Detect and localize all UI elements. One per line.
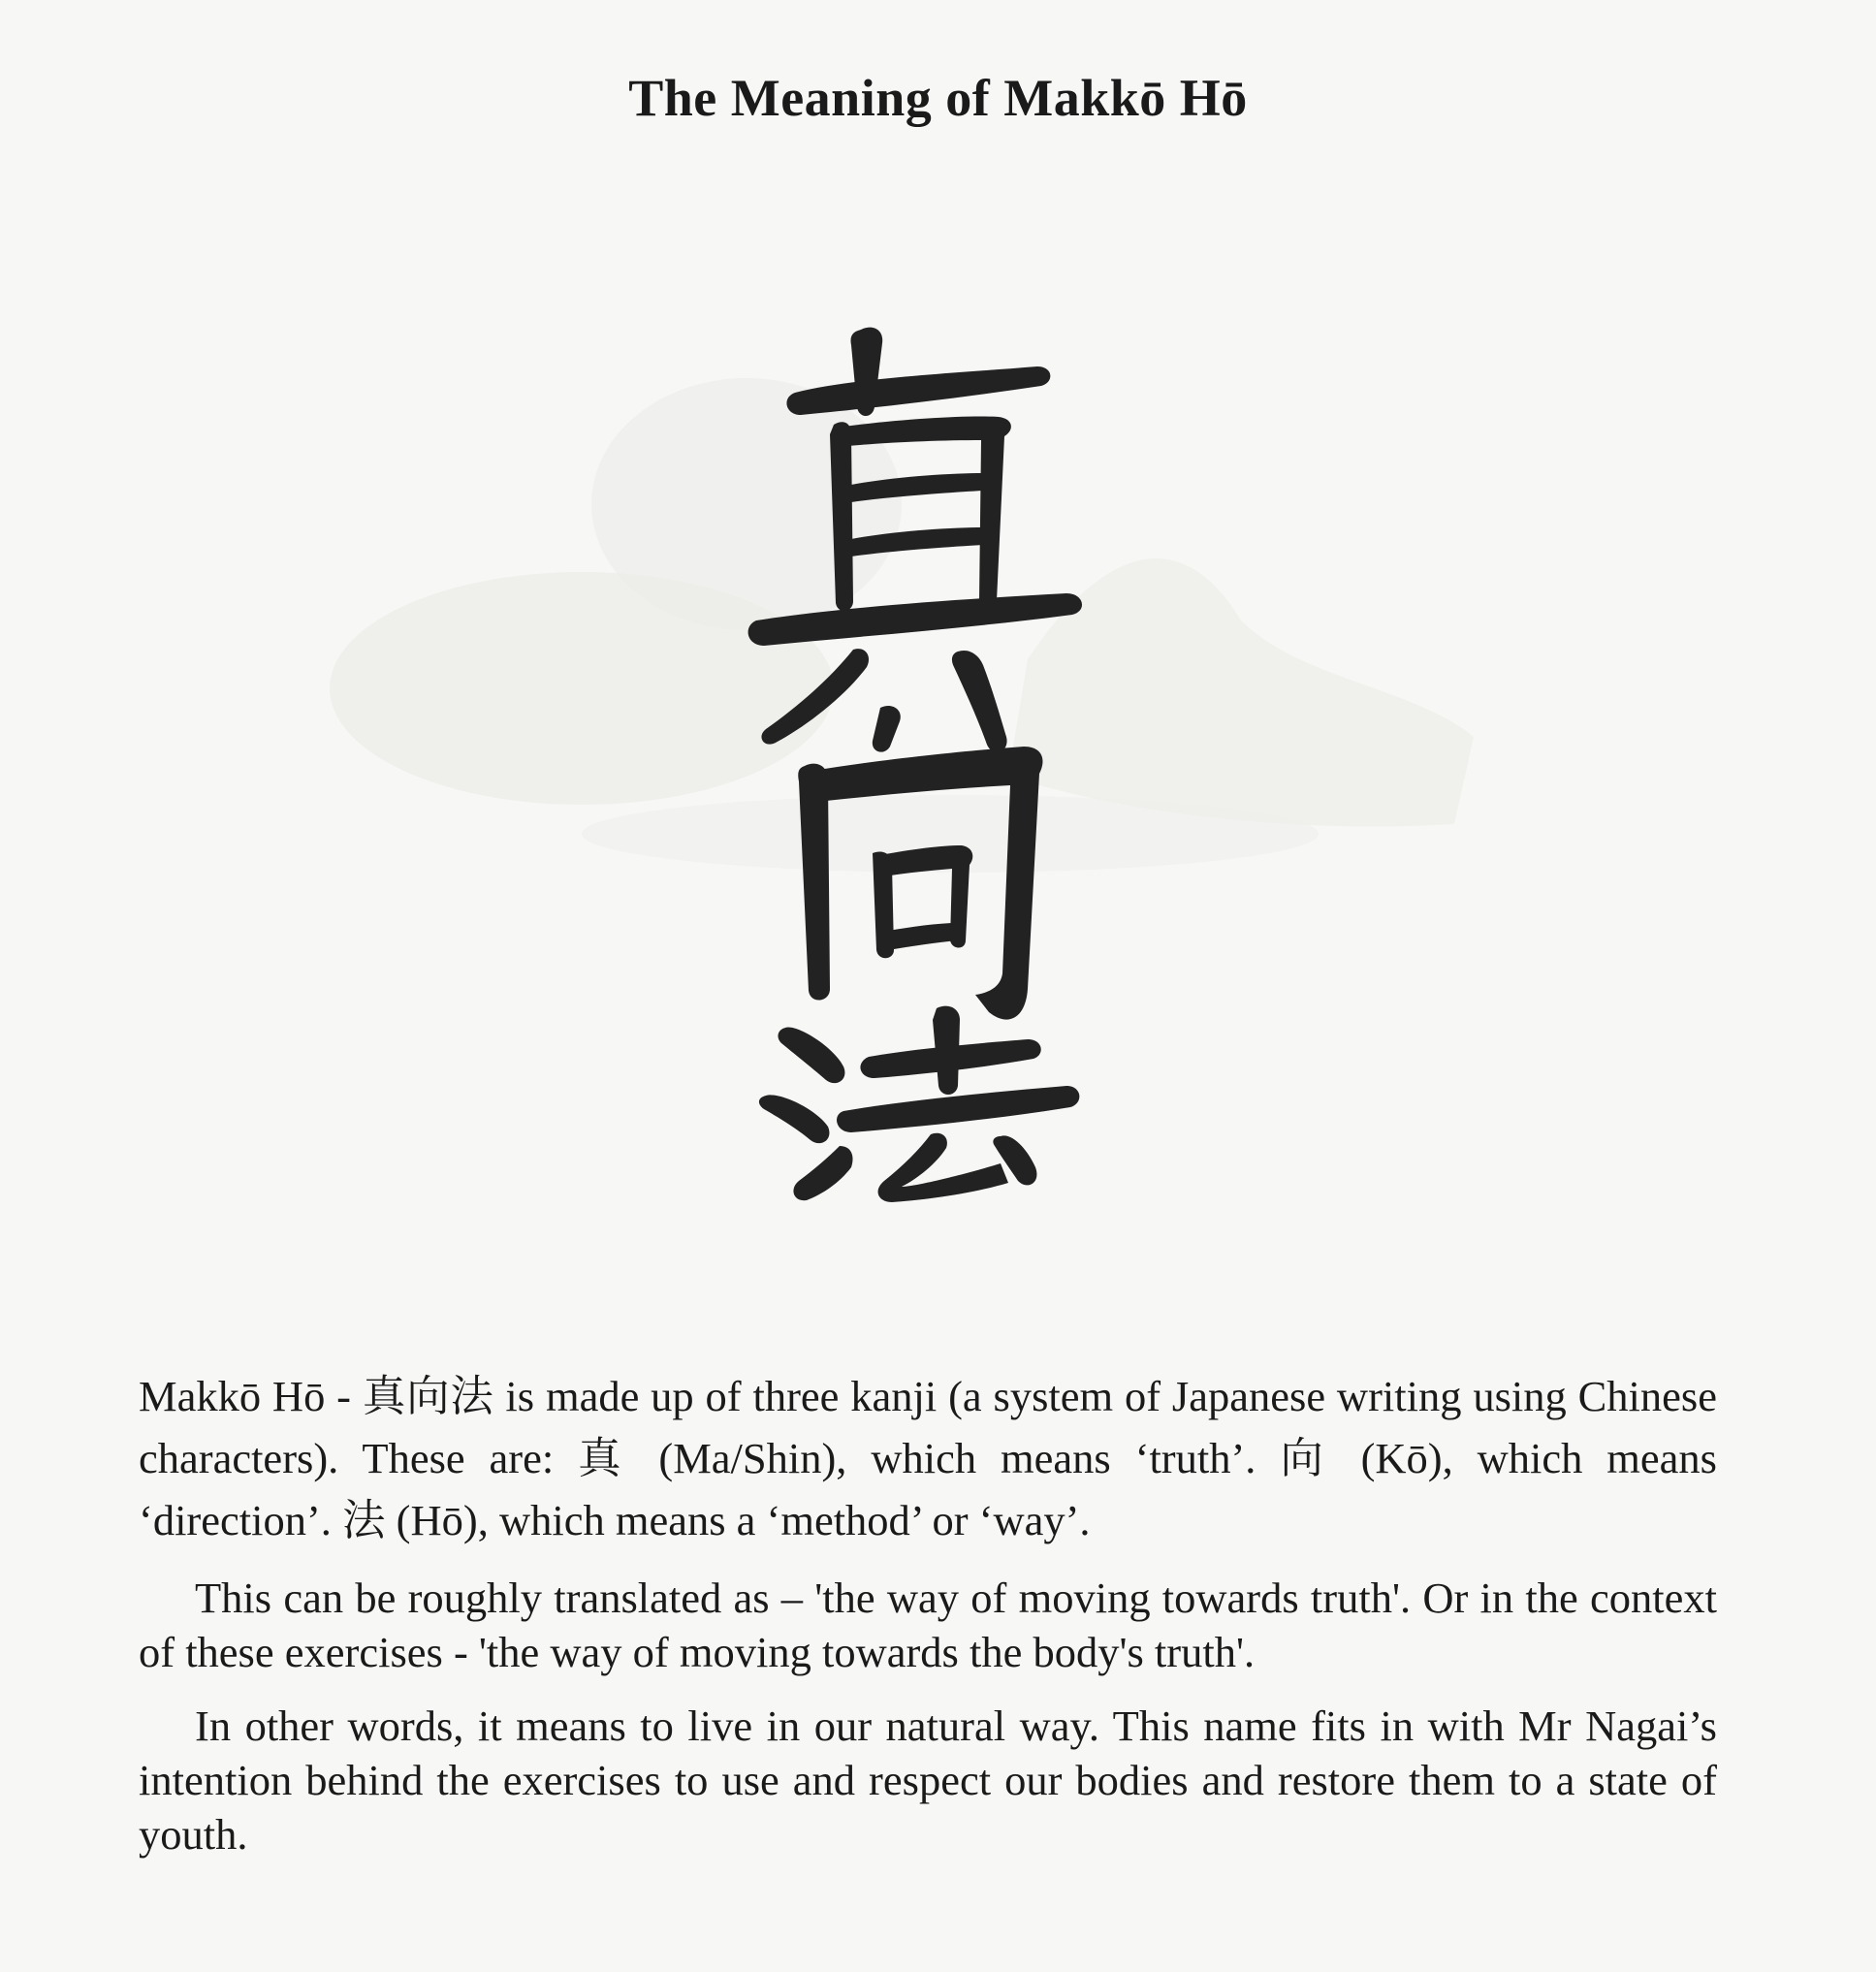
page-title: The Meaning of Makkō Hō [628,69,1248,127]
kanji-ho [759,1006,1079,1202]
paragraph-translation: This can be roughly translated as – 'the way of moving towards truth'. Or in the context of these exercises - 'the way of moving towards the body's truth'. [139,1574,1717,1676]
kanji-ko [798,706,1042,1020]
paragraph-kanji-explanation: Makkō Hō - 真向法 is made up of three kanji (a system of Japanese writing using Chinese characters). These are: 真 (Ma/Shin), which means ‘truth’. 向 (Kō), which means ‘direction’. 法 (Hō), which means a ‘method’ or ‘way’. [139,1372,1717,1544]
kanji-calligraphy [747,310,1096,1202]
paragraph-natural-way: In other words, it means to live in our natural way. This name fits in with Mr Nagai’s intention behind the exercises to use and respect our bodies and restore them to a state of youth. [139,1702,1717,1859]
kanji-shin [748,328,1082,752]
body-text [139,1365,1717,1881]
